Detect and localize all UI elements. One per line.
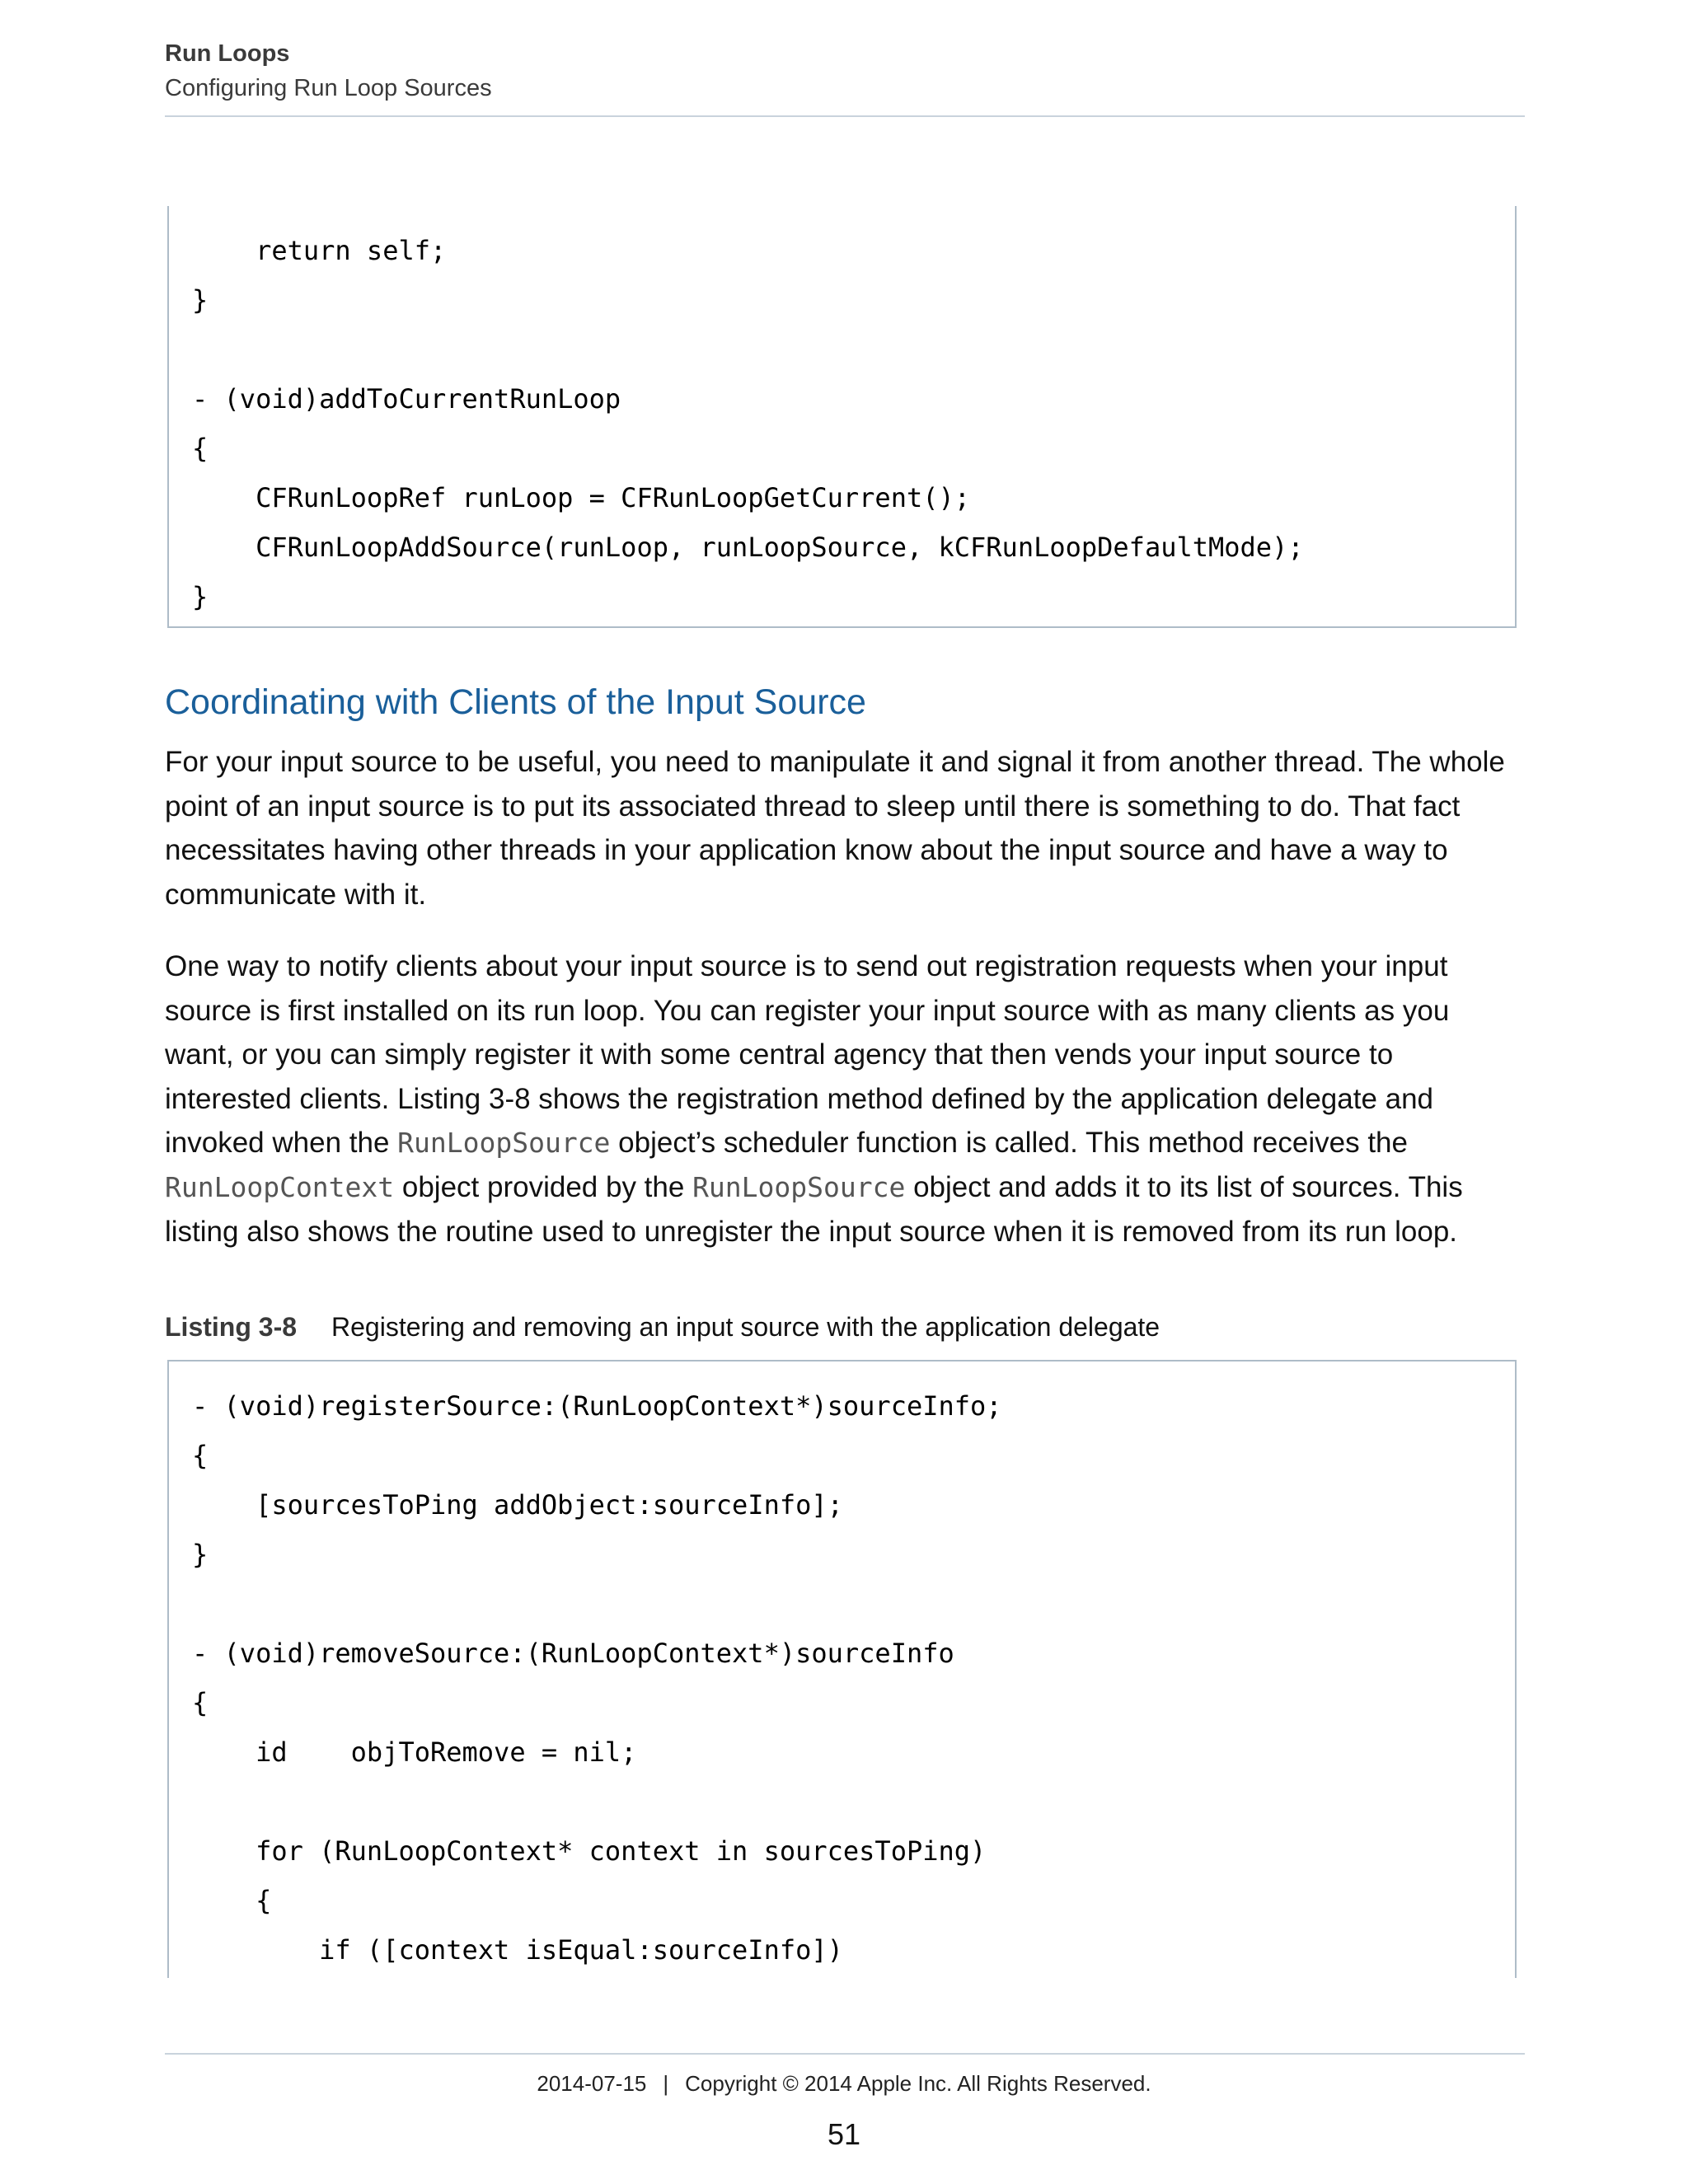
code-line: CFRunLoopAddSource(runLoop, runLoopSource, kCFRunLoopDefaultMode); [192,532,1304,563]
code-line: - (void)addToCurrentRunLoop [192,383,621,415]
footer-date: 2014-07-15 [537,2071,647,2096]
listing-label: Listing 3-8 [165,1312,298,1342]
code-line [169,1579,1515,1629]
code-line: { [192,1885,272,1916]
code-line: id objToRemove = nil; [192,1736,637,1768]
chapter-title: Run Loops [165,40,290,67]
code-line: [sourcesToPing addObject:sourceInfo]; [192,1489,843,1521]
text-run: object and adds it to its list of sources. This listing also shows the routine used to unregister the input source when it is removed from its run loop. [165,1170,1463,1248]
code-block-continued [167,206,1517,628]
code-line [169,1777,1515,1826]
code-block-listing-3-8 [167,1360,1517,1978]
listing-title: Registering and removing an input source with the application delegate [331,1312,1160,1342]
code-line: for (RunLoopContext* context in sourcesToPing) [192,1835,987,1867]
code-line: CFRunLoopRef runLoop = CFRunLoopGetCurrent(); [192,482,971,513]
inline-code-runloopsource: RunLoopSource [692,1170,906,1203]
footer-divider [165,2053,1525,2055]
inline-code-runloopcontext: RunLoopContext [165,1170,395,1203]
listing-caption [165,1309,1160,1345]
code-line: } [192,581,209,612]
inline-code-runloopsource: RunLoopSource [397,1127,611,1160]
code-line: if ([context isEqual:sourceInfo]) [192,1934,843,1966]
code-line [169,325,1515,374]
section-heading: Coordinating with Clients of the Input Source [165,682,866,722]
body-paragraph-2 [165,944,1525,1254]
body-paragraph-1: For your input source to be useful, you need to manipulate it and signal it from another thread. The whole point of an input source is to put its associated thread to sleep until there is something to do. That fact necessitates having other threads in your application know about the input source and have a way to communicate with it. [165,746,1505,911]
text-run: object provided by the [394,1170,693,1203]
page-number: 51 [827,2117,861,2151]
footer-copyright: Copyright © 2014 Apple Inc. All Rights Reserved. [685,2071,1151,2096]
footer-separator: | [663,2071,669,2096]
page-footer [0,2067,1688,2100]
code-line: } [192,1539,209,1570]
code-line: - (void)registerSource:(RunLoopContext*)sourceInfo; [192,1390,1002,1422]
code-line: { [192,433,209,464]
page-header [165,36,1525,117]
code-line: { [192,1440,209,1471]
code-line: - (void)removeSource:(RunLoopContext*)sourceInfo [192,1638,954,1669]
code-line: return self; [192,235,447,266]
text-run: One way to notify clients about your input source is to send out registration requests when your input source is first installed on its run loop. You can register your input source with as many clients as you want, or you can simply register it with some central agency that then vends your input source to interested clients. Listing 3-8 shows the registration method defined by the application delegate and invoked when the [165,950,1450,1160]
text-run: object’s scheduler function is called. This method receives the [610,1127,1408,1160]
code-line: { [192,1687,209,1718]
section-title: Configuring Run Loop Sources [165,75,492,101]
code-line: } [192,284,209,316]
